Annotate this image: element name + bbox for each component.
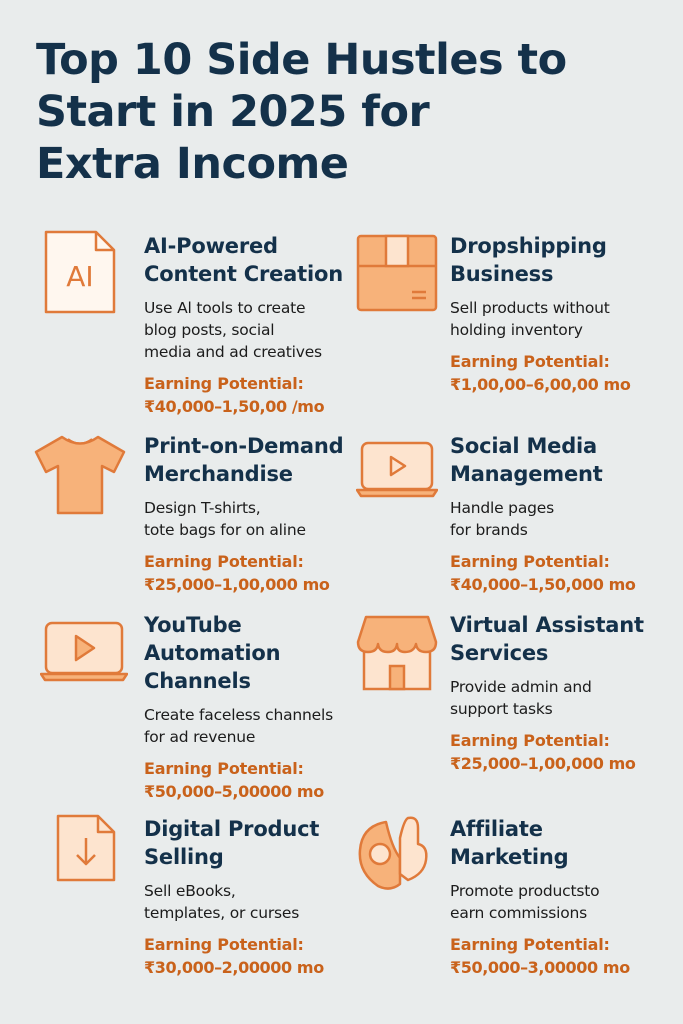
earning-amount: ₹40,000–1,50,000 mo	[450, 575, 636, 594]
earning-label: Earning Potential:	[144, 374, 304, 393]
earning-amount: ₹50,000–3,00000 mo	[450, 958, 630, 977]
earning-label: Earning Potential:	[144, 759, 304, 778]
earning-label: Earning Potential:	[450, 731, 610, 750]
ai-document-icon	[44, 230, 116, 314]
tshirt-icon	[32, 434, 128, 516]
title-line: Extra Income	[36, 139, 349, 189]
earning-label: Earning Potential:	[450, 935, 610, 954]
title-line: Top 10 Side Hustles to	[36, 35, 567, 85]
hustle-title: Affiliate Marketing	[450, 817, 569, 869]
hustle-description: Promote productsto earn commissions	[450, 882, 600, 922]
earning-amount: ₹25,000–1,00,000 mo	[450, 754, 636, 773]
box-icon	[356, 234, 438, 312]
hustle-title: AI-Powered Content Creation	[144, 234, 343, 286]
download-document-icon	[56, 814, 116, 882]
hustle-card-affiliate	[450, 815, 683, 979]
earning-label: Earning Potential:	[450, 352, 610, 371]
page-title	[36, 34, 656, 190]
earning-amount: ₹30,000–2,00000 mo	[144, 958, 324, 977]
hustle-card-virtual-assistant	[450, 611, 683, 775]
earning-label: Earning Potential:	[144, 552, 304, 571]
hustle-card-social-media	[450, 432, 683, 596]
svg-text:AI: AI	[66, 260, 94, 293]
hustle-title: Social Media Management	[450, 434, 603, 486]
hustle-description: Sell products without holding inventory	[450, 299, 610, 339]
earning-amount: ₹25,000–1,00,000 mo	[144, 575, 330, 594]
hustle-title: Dropshipping Business	[450, 234, 607, 286]
hustle-description: Create faceless channels for ad revenue	[144, 706, 333, 746]
hustle-description: Use Al tools to create blog posts, social media and ad creatives	[144, 299, 322, 361]
hustle-description: Sell eBooks, templates, or curses	[144, 882, 300, 922]
hustle-title: Print-on-Demand Merchandise	[144, 434, 344, 486]
hustle-description: Design T-shirts, tote bags for on aline	[144, 499, 306, 539]
hustle-title: YouTube Automation Channels	[144, 613, 281, 693]
earning-amount: ₹1,00,00–6,00,00 mo	[450, 375, 631, 394]
handshake-icon	[356, 814, 436, 894]
laptop-play-icon	[40, 620, 128, 684]
laptop-play-icon	[356, 440, 438, 500]
hustle-description: Handle pages for brands	[450, 499, 554, 539]
earning-label: Earning Potential:	[450, 552, 610, 571]
hustle-card-dropshipping	[450, 232, 683, 396]
hustle-title: Virtual Assistant Services	[450, 613, 644, 665]
hustle-description: Provide admin and support tasks	[450, 678, 592, 718]
earning-amount: ₹40,000–1,50,00 /mo	[144, 397, 325, 416]
hustle-title: Digital Product Selling	[144, 817, 320, 869]
earning-label: Earning Potential:	[144, 935, 304, 954]
earning-amount: ₹50,000–5,00000 mo	[144, 782, 324, 801]
title-line: Start in 2025 for	[36, 87, 430, 137]
storefront-icon	[356, 614, 438, 692]
